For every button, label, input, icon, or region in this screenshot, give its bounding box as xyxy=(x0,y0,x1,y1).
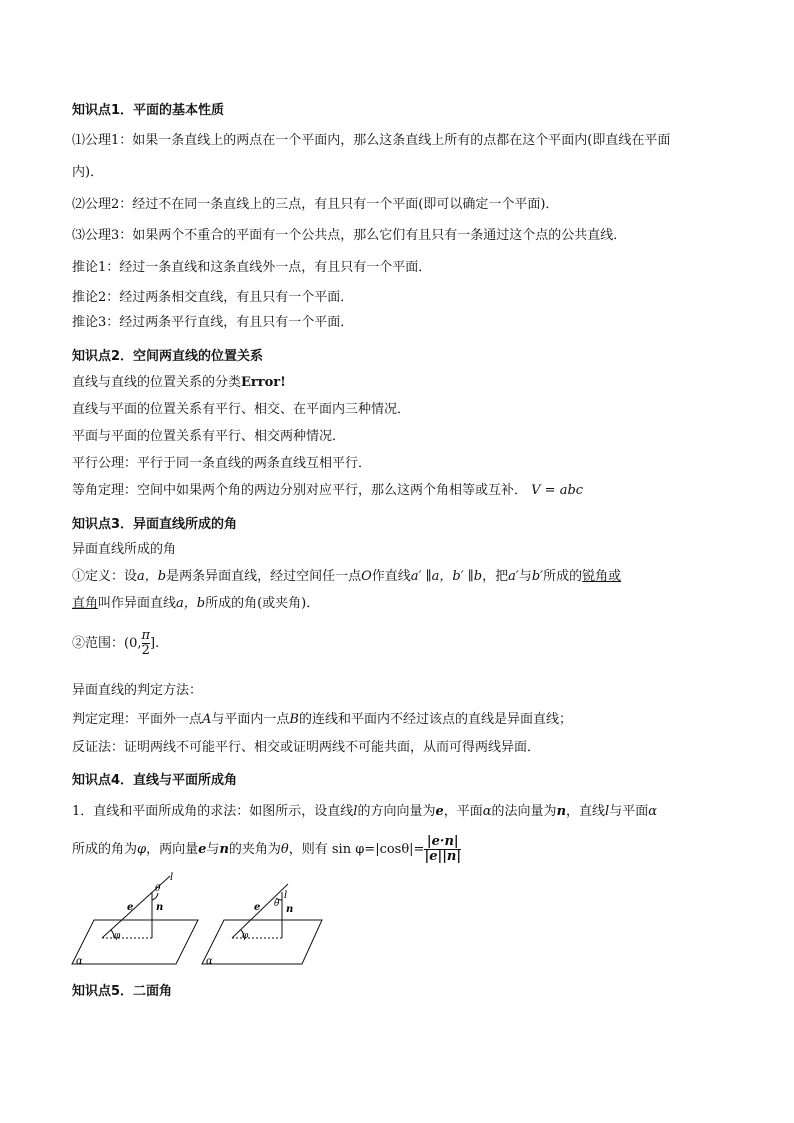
def-text: ①定义：设 xyxy=(72,569,138,584)
def-text: 作直线 xyxy=(371,569,411,584)
label-theta: θ xyxy=(155,884,161,894)
fraction-numerator: |e·n| xyxy=(426,834,459,849)
method-text: ，两向量 xyxy=(146,842,199,857)
range-close: ]. xyxy=(150,636,160,651)
section-4-heading: 知识点4．直线与平面所成角 xyxy=(72,773,238,788)
var-phi: φ xyxy=(137,842,147,857)
judgement-text: 的连线和平面内不经过该点的直线是异面直线； xyxy=(298,712,572,727)
def-b-prime: b′ xyxy=(531,569,544,584)
var-l: l xyxy=(353,804,358,819)
range-denominator: 2 xyxy=(141,643,150,658)
proof-by-contradiction: 反证法：证明两线不可能平行、相交或证明两线不可能共面，从而可得两线异面． xyxy=(72,740,541,755)
definition-line-1 xyxy=(72,569,621,585)
def-text: 所成的角(或夹角)． xyxy=(205,596,320,611)
method-text: 的法向量为 xyxy=(491,804,557,819)
method-line-2 xyxy=(72,834,461,866)
definition-line-2 xyxy=(72,596,319,612)
method-text: 的方向向量为 xyxy=(357,804,436,819)
point-a: A xyxy=(202,712,212,727)
def-ab: a，b xyxy=(176,596,206,611)
def-text: 与 xyxy=(518,569,532,584)
label-phi: φ xyxy=(114,931,121,941)
def-text: 是两条异面直线，经过空间任一点 xyxy=(166,569,362,584)
judgement-title: 异面直线的判定方法： xyxy=(72,683,203,698)
method-text: 1．直线和平面所成角的求法：如图所示，设直线 xyxy=(72,804,354,819)
range-line xyxy=(72,629,159,659)
range-open: (0, xyxy=(124,636,142,651)
method-text: ，直线 xyxy=(566,804,606,819)
def-text: ，把 xyxy=(482,569,509,584)
equal-angle-theorem xyxy=(72,483,583,499)
equal-angle-text: 等角定理：空间中如果两个角的两边分别对应平行，那么这两个角相等或互补． xyxy=(72,483,528,498)
pi-over-2 xyxy=(142,629,151,658)
formula-v-abc: V = abc xyxy=(531,483,584,498)
method-text: ，平面 xyxy=(443,804,483,819)
def-parallel: a′ ∥a，b′ ∥b xyxy=(410,569,483,584)
var-theta: θ xyxy=(280,842,289,857)
vec-n: n xyxy=(556,804,567,819)
vec-n: n xyxy=(219,842,229,857)
corollary-2: 推论2：经过两条相交直线，有且只有一个平面． xyxy=(72,290,354,305)
point-b: B xyxy=(289,712,299,727)
def-underlined: 锐角或 xyxy=(582,569,622,584)
def-text: 所成的 xyxy=(543,569,583,584)
figure-2-line-plane-angle xyxy=(200,868,325,970)
section-5-heading: 知识点5．二面角 xyxy=(72,984,173,999)
label-l: l xyxy=(170,872,174,883)
fraction-denominator: |e||n| xyxy=(424,849,462,864)
label-n: n xyxy=(286,904,294,915)
method-text: 的夹角为 xyxy=(228,842,281,857)
label-e: e xyxy=(127,902,134,913)
corollary-1: 推论1：经过一条直线和这条直线外一点，有且只有一个平面． xyxy=(72,260,432,275)
method-text: 与平面 xyxy=(609,804,649,819)
error-text: Error! xyxy=(241,375,286,390)
judgement-theorem xyxy=(72,712,572,728)
section-3-heading: 知识点3．异面直线所成的角 xyxy=(72,517,238,532)
axiom-1-line-2: 内)． xyxy=(72,165,104,180)
range-numerator: π xyxy=(141,628,151,643)
judgement-text: 与平面内一点 xyxy=(211,712,290,727)
def-text: 叫作异面直线 xyxy=(98,596,177,611)
plane-plane-relation: 平面与平面的位置关系有平行、相交两种情况． xyxy=(72,429,346,444)
line-plane-relation: 直线与平面的位置关系有平行、相交、在平面内三种情况． xyxy=(72,402,411,417)
axiom-2: ⑵公理2：经过不在同一条直线上的三点，有且只有一个平面(即可以确定一个平面)． xyxy=(72,197,559,212)
section-2-heading: 知识点2．空间两直线的位置关系 xyxy=(72,349,264,364)
def-ab: a，b xyxy=(137,569,167,584)
vec-e: e xyxy=(198,842,207,857)
skew-angle-title: 异面直线所成的角 xyxy=(72,542,177,557)
label-l: l xyxy=(284,890,288,901)
cos-fraction xyxy=(424,835,461,864)
classification-text: 直线与直线的位置关系的分类 xyxy=(72,375,242,390)
label-n: n xyxy=(156,902,164,913)
label-theta: θ xyxy=(274,899,280,909)
classification-line xyxy=(72,375,286,391)
parallel-axiom: 平行公理：平行于同一条直线的两条直线互相平行． xyxy=(72,456,372,471)
method-text: ，则有 sin φ=|cosθ|= xyxy=(288,842,425,857)
section-1-heading: 知识点1．平面的基本性质 xyxy=(72,103,225,118)
method-line-1 xyxy=(72,804,657,820)
label-e: e xyxy=(254,902,261,913)
corollary-3: 推论3：经过两条平行直线，有且只有一个平面． xyxy=(72,315,354,330)
def-a-prime: a′ xyxy=(508,569,519,584)
judgement-text: 判定定理：平面外一点 xyxy=(72,712,203,727)
label-phi: φ xyxy=(242,931,249,941)
method-text: 与 xyxy=(206,842,220,857)
var-alpha: α xyxy=(648,804,657,819)
var-alpha: α xyxy=(482,804,492,819)
figure-1-line-plane-angle xyxy=(70,868,200,970)
var-l: l xyxy=(605,804,610,819)
range-label: ②范围： xyxy=(72,636,125,651)
axiom-1-line-1: ⑴公理1：如果一条直线上的两点在一个平面内，那么这条直线上所有的点都在这个平面内(即直线在平面 xyxy=(72,133,671,148)
method-text: 所成的角为 xyxy=(72,842,138,857)
label-alpha: α xyxy=(76,956,83,967)
label-alpha: α xyxy=(206,956,213,967)
def-point-o: O xyxy=(361,569,372,584)
vec-e: e xyxy=(435,804,444,819)
def-underlined: 直角 xyxy=(72,596,99,611)
axiom-3: ⑶公理3：如果两个不重合的平面有一个公共点，那么它们有且只有一条通过这个点的公共直线． xyxy=(72,228,627,243)
